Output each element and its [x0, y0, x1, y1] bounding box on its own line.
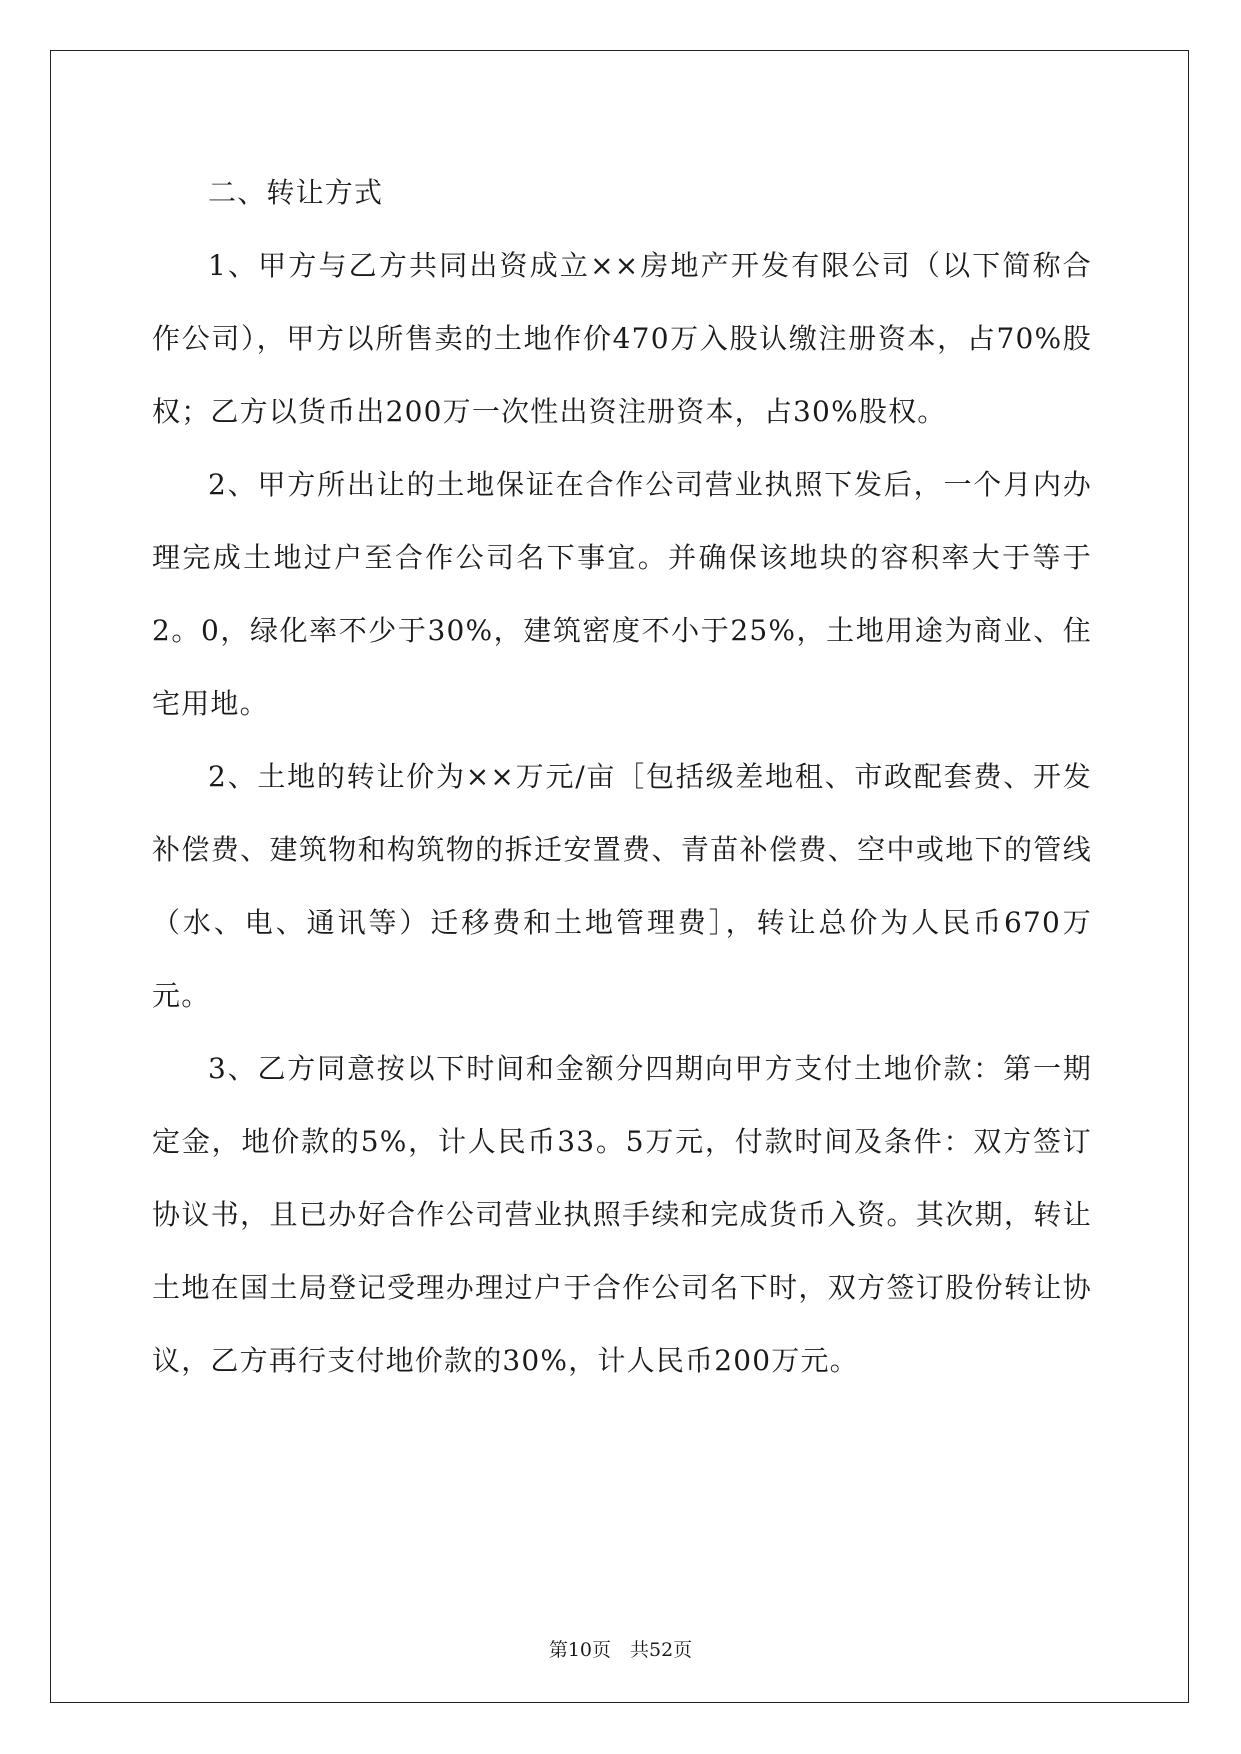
paragraph-2: 2、甲方所出让的土地保证在合作公司营业执照下发后，一个月内办理完成土地过户至合作公司名下事宜。并确保该地块的容积率大于等于2。0，绿化率不少于30%，建筑密度不小于25%，土地用途为商业、住宅用地。: [152, 468, 1092, 720]
page-number-footer: 第10页 共52页: [548, 1639, 693, 1661]
paragraph-4: 3、乙方同意按以下时间和金额分四期向甲方支付土地价款：第一期定金，地价款的5%，计人民币33。5万元，付款时间及条件：双方签订协议书，且已办好合作公司营业执照手续和完成货币入资。其次期，转让土地在国土局登记受理办理过户于合作公司名下时，双方签订股份转让协议，乙方再行支付地价款的30%，计人民币200万元。: [152, 1052, 1092, 1377]
section-heading: 二、转让方式: [208, 176, 384, 209]
paragraph-1: 1、甲方与乙方共同出资成立××房地产开发有限公司（以下简称合作公司），甲方以所售卖的土地作价470万入股认缴注册资本，占70%股权；乙方以货币出200万一次性出资注册资本，占30%股权。: [152, 249, 1092, 428]
paragraph-3: 2、土地的转让价为××万元/亩［包括级差地租、市政配套费、开发补偿费、建筑物和构筑物的拆迁安置费、青苗补偿费、空中或地下的管线（水、电、通讯等）迁移费和土地管理费］，转让总价为人民币670万元。: [152, 760, 1092, 1012]
document-body: [152, 156, 1092, 1397]
